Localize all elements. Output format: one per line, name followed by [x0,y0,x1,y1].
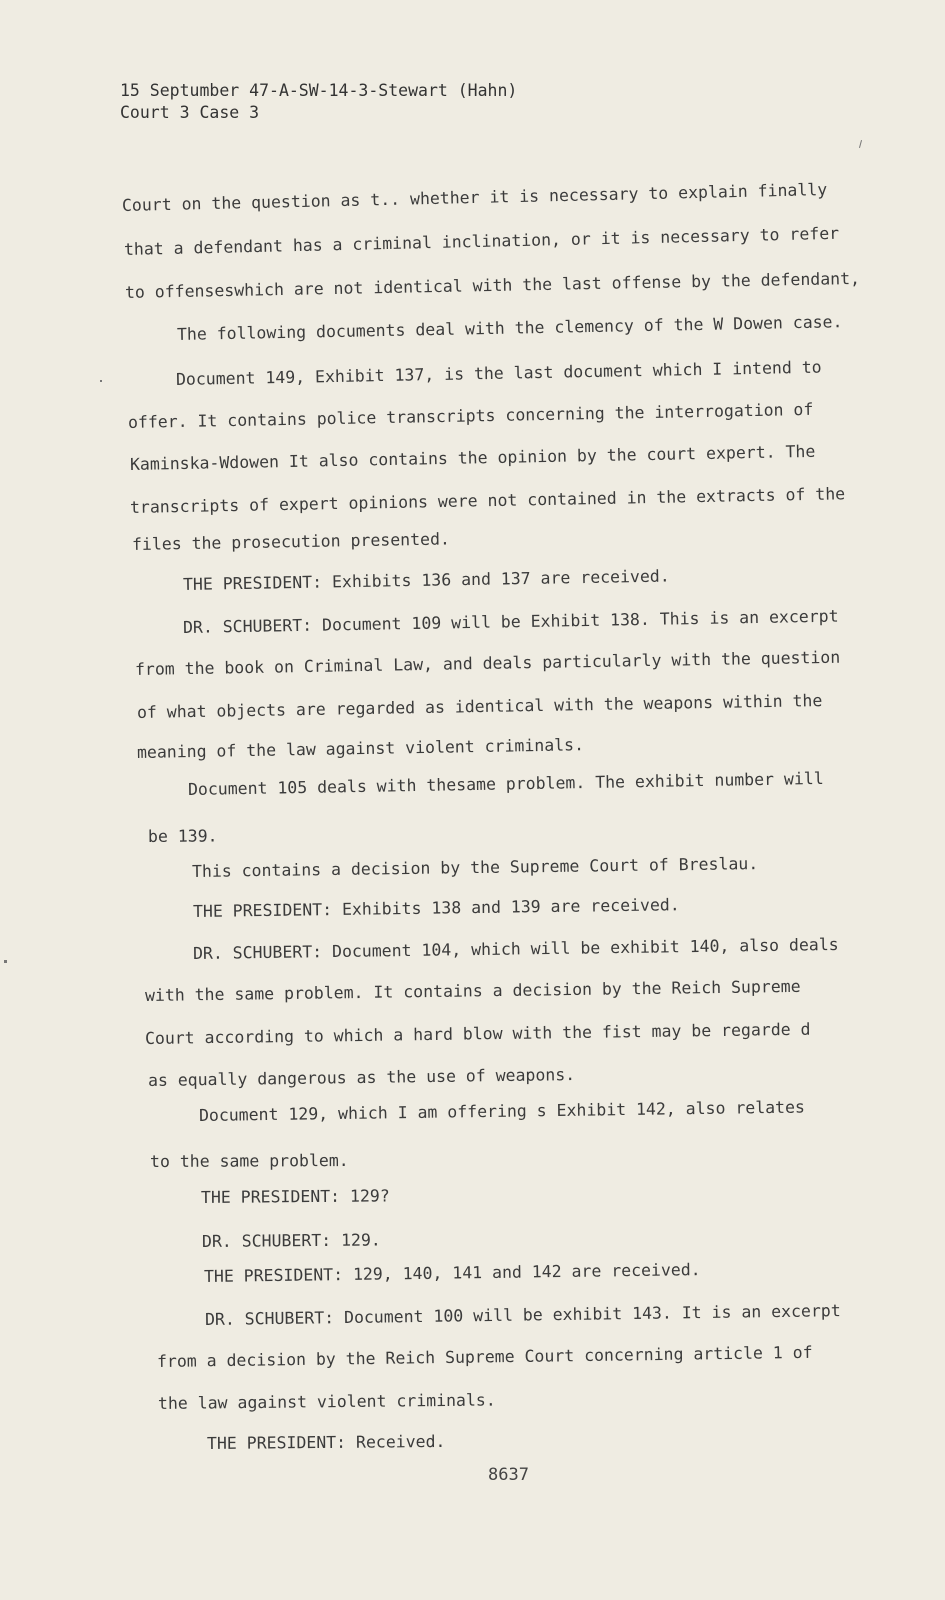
paper-speck [4,960,7,963]
header-court-line: Court 3 Case 3 [120,103,260,122]
text-line: This contains a decision by the Supreme Court of Breslau. [191,854,759,881]
text-line: THE PRESIDENT: 129, 140, 141 and 142 are received. [203,1260,701,1286]
text-line: be 139. [147,826,218,846]
text-line: of what objects are regarded as identical with the weapons within the [136,691,823,722]
text-line: that a defendant has a criminal inclination, or it is necessary to refer [123,223,840,259]
text-line: DR. SCHUBERT: Document 104, which will be exhibit 140, also deals [192,934,839,963]
text-line: offer. It contains police transcripts concerning the interrogation of [127,399,814,432]
text-line: transcripts of expert opinions were not contained in the extracts of the [129,484,846,517]
text-line: files the prosecution presented. [131,529,451,554]
paper-speck [100,380,102,382]
text-line: to offenseswhich are not identical with the last offense by the defendant, [124,268,861,302]
text-line: Court on the question as t.. whether it is necessary to explain finally [121,180,828,215]
text-line: Kaminska-Wdowen It also contains the opinion by the court expert. The [129,441,816,474]
text-line: Document 129, which I am offering s Exhibit 142, also relates [198,1097,806,1125]
text-line: as equally dangerous as the use of weapons. [147,1065,576,1090]
text-line: THE PRESIDENT: 129? [200,1186,390,1207]
text-line: DR. SCHUBERT: Document 100 will be exhibit 143. It is an excerpt [204,1301,841,1329]
text-line: THE PRESIDENT: Exhibits 138 and 139 are received. [192,895,680,921]
header-reference-line: 15 Septumber 47-A-SW-14-3-Stewart (Hahn) [120,81,518,100]
text-line: THE PRESIDENT: Exhibits 136 and 137 are received. [182,566,670,594]
document-header [120,80,517,124]
text-line: the law against violent criminals. [157,1390,496,1413]
text-line: with the same problem. It contains a decision by the Reich Supreme [144,976,801,1005]
text-line: from the book on Criminal Law, and deals particularly with the question [134,647,841,679]
text-line: DR. SCHUBERT: Document 109 will be Exhibit 138. This is an excerpt [182,606,839,637]
paper-mark [859,140,862,148]
text-line: THE PRESIDENT: Received. [206,1431,446,1453]
text-line: The following documents deal with the clemency of the W Dowen case. [176,312,843,344]
text-line: to the same problem. [149,1150,349,1171]
page-number: 8637 [488,1465,529,1485]
text-line: meaning of the law against violent criminals. [136,735,585,762]
text-line: DR. SCHUBERT: 129. [201,1230,381,1251]
text-line: Document 105 deals with thesame problem. The exhibit number will [187,768,824,799]
text-line: from a decision by the Reich Supreme Court concerning article 1 of [156,1342,813,1371]
text-line: Document 149, Exhibit 137, is the last document which I intend to [175,357,822,389]
text-line: Court according to which a hard blow with the fist may be regarde d [144,1019,811,1048]
